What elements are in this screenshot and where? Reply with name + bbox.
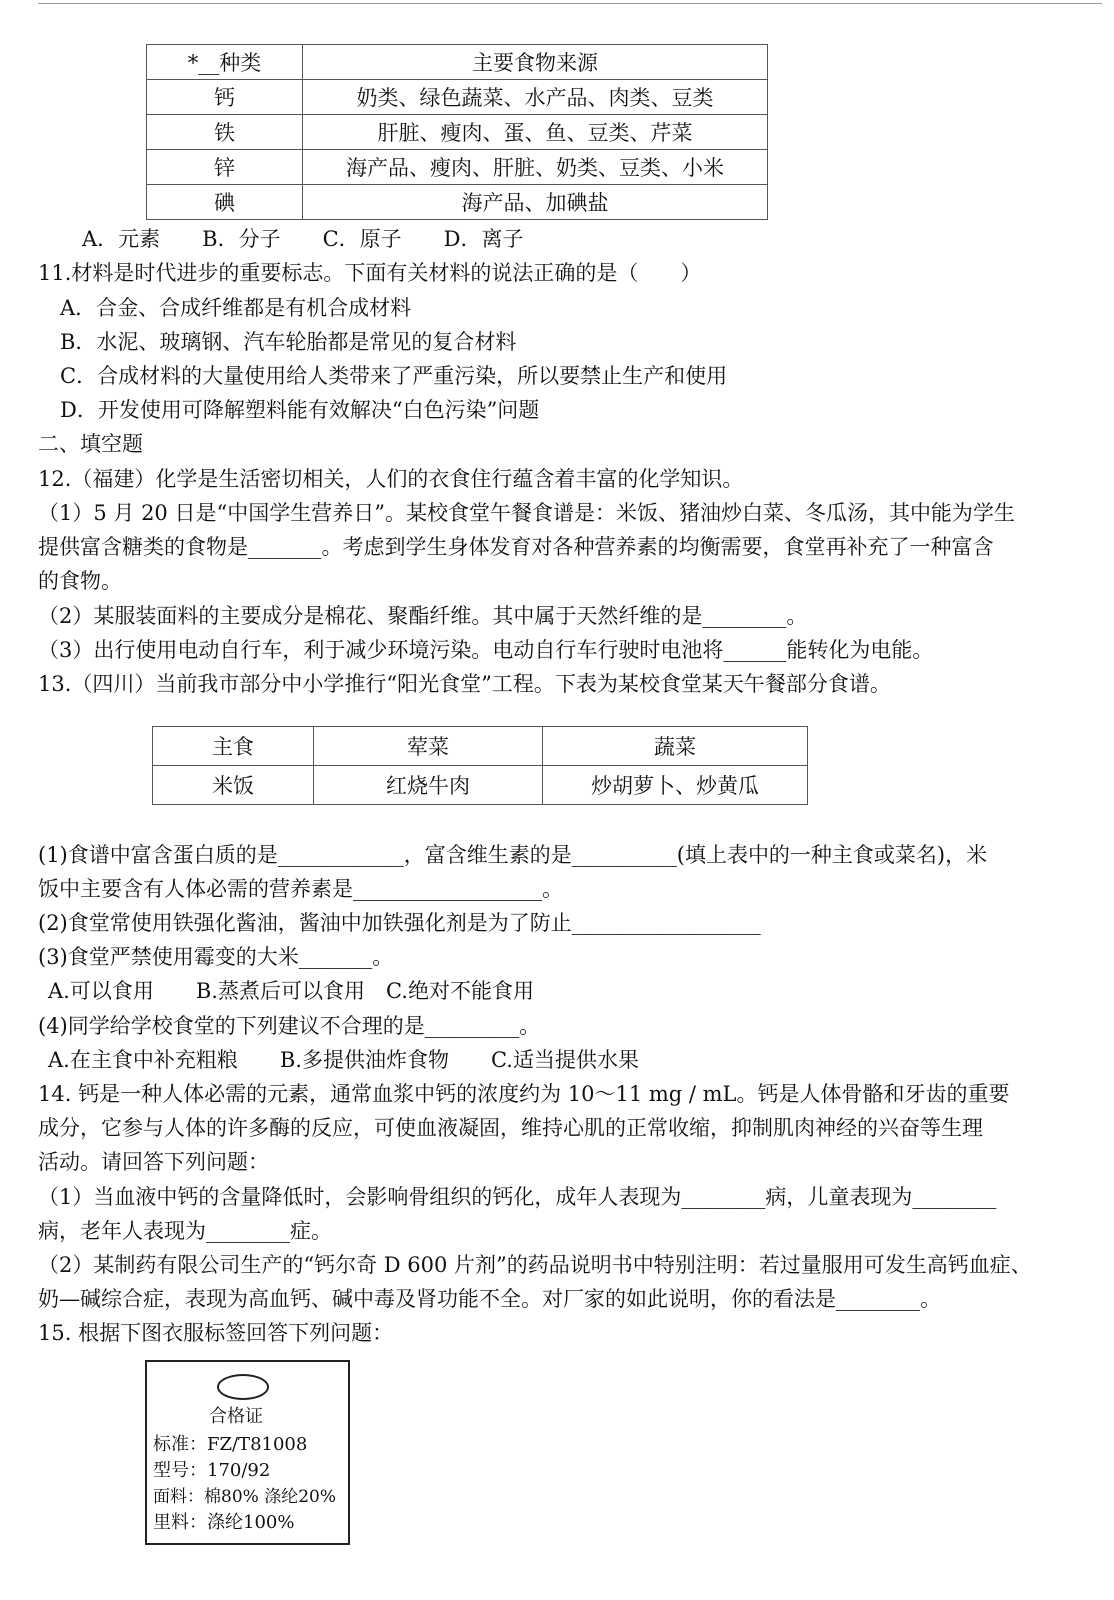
q12-stem: 12.（福建）化学是生活密切相关，人们的衣食住行蕴含着丰富的化学知识。	[38, 467, 744, 491]
table-header-cell: 主要食物来源	[303, 45, 768, 80]
table-cell: 锌	[147, 150, 303, 185]
label-lining: 里料：涤纶100%	[153, 1512, 295, 1533]
q14-line1: 14. 钙是一种人体必需的元素，通常血浆中钙的浓度约为 10～11 mg / mL。钙是人体骨骼和牙齿的重要	[38, 1082, 1010, 1106]
table-header-row	[153, 727, 808, 766]
label-standard: 标准：FZ/T81008	[153, 1434, 308, 1455]
q14-part2-line2: 奶—碱综合症，表现为高血钙、碱中毒及肾功能不全。对厂家的如此说明，你的看法是________。	[38, 1287, 941, 1311]
table-header-cell: 荤菜	[314, 727, 543, 766]
q12-part1-line2: 提供富含糖类的食物是_______。考虑到学生身体发育对各种营养素的均衡需要，食堂再补充了一种富含	[38, 535, 994, 559]
table-row	[147, 80, 768, 115]
q13-part1-line2: 饭中主要含有人体必需的营养素是__________________。	[38, 877, 563, 901]
table-cell: 炒胡萝卜、炒黄瓜	[543, 766, 808, 805]
table-cell: 红烧牛肉	[314, 766, 543, 805]
q11-option-d: D．开发使用可降解塑料能有效解决“白色污染”问题	[60, 398, 540, 422]
q12-part1-line1: （1）5 月 20 日是“中国学生营养日”。某校食堂午餐食谱是：米饭、猪油炒白菜、冬瓜汤，其中能为学生	[38, 501, 1015, 525]
q13-part1-line1: (1)食谱中富含蛋白质的是____________，富含维生素的是__________(填上表中的一种主食或菜名)，米	[38, 843, 988, 867]
table-cell: 钙	[147, 80, 303, 115]
table-cell: 奶类、绿色蔬菜、水产品、肉类、豆类	[303, 80, 768, 115]
table-cell: 肝脏、瘦肉、蛋、鱼、豆类、芹菜	[303, 115, 768, 150]
q14-part1-line1: （1）当血液中钙的含量降低时，会影响骨组织的钙化，成年人表现为________病，儿童表现为________	[38, 1185, 997, 1209]
q13-part2: (2)食堂常使用铁强化酱油，酱油中加铁强化剂是为了防止__________________	[38, 911, 761, 935]
q11-option-b: B．水泥、玻璃钢、汽车轮胎都是常见的复合材料	[60, 330, 517, 354]
q13-part3: (3)食堂严禁使用霉变的大米_______。	[38, 945, 394, 969]
q12-part2: （2）某服装面料的主要成分是棉花、聚酯纤维。其中属于天然纤维的是________。	[38, 604, 808, 628]
clothing-label	[145, 1360, 350, 1545]
q12-part1-line3: 的食物。	[38, 569, 122, 593]
table-cell: 海产品、加碘盐	[303, 185, 768, 220]
q13-stem: 13.（四川）当前我市部分中小学推行“阳光食堂”工程。下表为某校食堂某天午餐部分食谱。	[38, 672, 891, 696]
lunch-menu-table	[152, 726, 808, 805]
table-header-row	[147, 45, 768, 80]
table-header-cell: 蔬菜	[543, 727, 808, 766]
q11-option-a: A．合金、合成纤维都是有机合成材料	[60, 296, 412, 320]
table-row	[147, 115, 768, 150]
label-model: 型号：170/92	[153, 1460, 271, 1481]
table-row	[147, 185, 768, 220]
top-rule	[38, 3, 1102, 4]
q13-part4-options: A.在主食中补充粗粮 B.多提供油炸食物 C.适当提供水果	[48, 1048, 639, 1072]
q10-options: A．元素 B．分子 C．原子 D．离子	[82, 227, 524, 251]
q14-part1-line2: 病，老年人表现为________症。	[38, 1219, 332, 1243]
q13-part3-options: A.可以食用 B.蒸煮后可以食用 C.绝对不能食用	[48, 979, 534, 1003]
q11-option-c: C．合成材料的大量使用给人类带来了严重污染，所以要禁止生产和使用	[60, 364, 728, 388]
table-cell: 海产品、瘦肉、肝脏、奶类、豆类、小米	[303, 150, 768, 185]
table-cell: 碘	[147, 185, 303, 220]
table-row	[147, 150, 768, 185]
q15-stem: 15. 根据下图衣服标签回答下列问题：	[38, 1321, 394, 1345]
q14-part2-line1: （2）某制药有限公司生产的“钙尔奇 D 600 片剂”的药品说明书中特别注明：若过量服用可发生高钙血症、	[38, 1253, 1032, 1277]
table-header-cell: 主食	[153, 727, 314, 766]
q12-part3: （3）出行使用电动自行车，利于减少环境污染。电动自行车行驶时电池将______能转化为电能。	[38, 638, 934, 662]
label-fabric: 面料：棉80% 涤纶20%	[153, 1487, 336, 1507]
q14-line3: 活动。请回答下列问题：	[38, 1150, 269, 1174]
label-title: 合格证	[209, 1406, 263, 1427]
oval-mark-icon	[217, 1374, 269, 1400]
q14-line2: 成分，它参与人体的许多酶的反应，可使血液凝固，维持心肌的正常收缩，抑制肌肉神经的兴奋等生理	[38, 1116, 983, 1140]
q11-stem: 11.材料是时代进步的重要标志。下面有关材料的说法正确的是（ ）	[38, 261, 702, 285]
mineral-food-table	[146, 44, 768, 220]
table-header-cell: *__种类	[147, 45, 303, 80]
table-cell: 米饭	[153, 766, 314, 805]
table-cell: 铁	[147, 115, 303, 150]
q13-part4: (4)同学给学校食堂的下列建议不合理的是_________。	[38, 1014, 541, 1038]
table-row	[153, 766, 808, 805]
section-heading: 二、填空题	[38, 432, 143, 456]
